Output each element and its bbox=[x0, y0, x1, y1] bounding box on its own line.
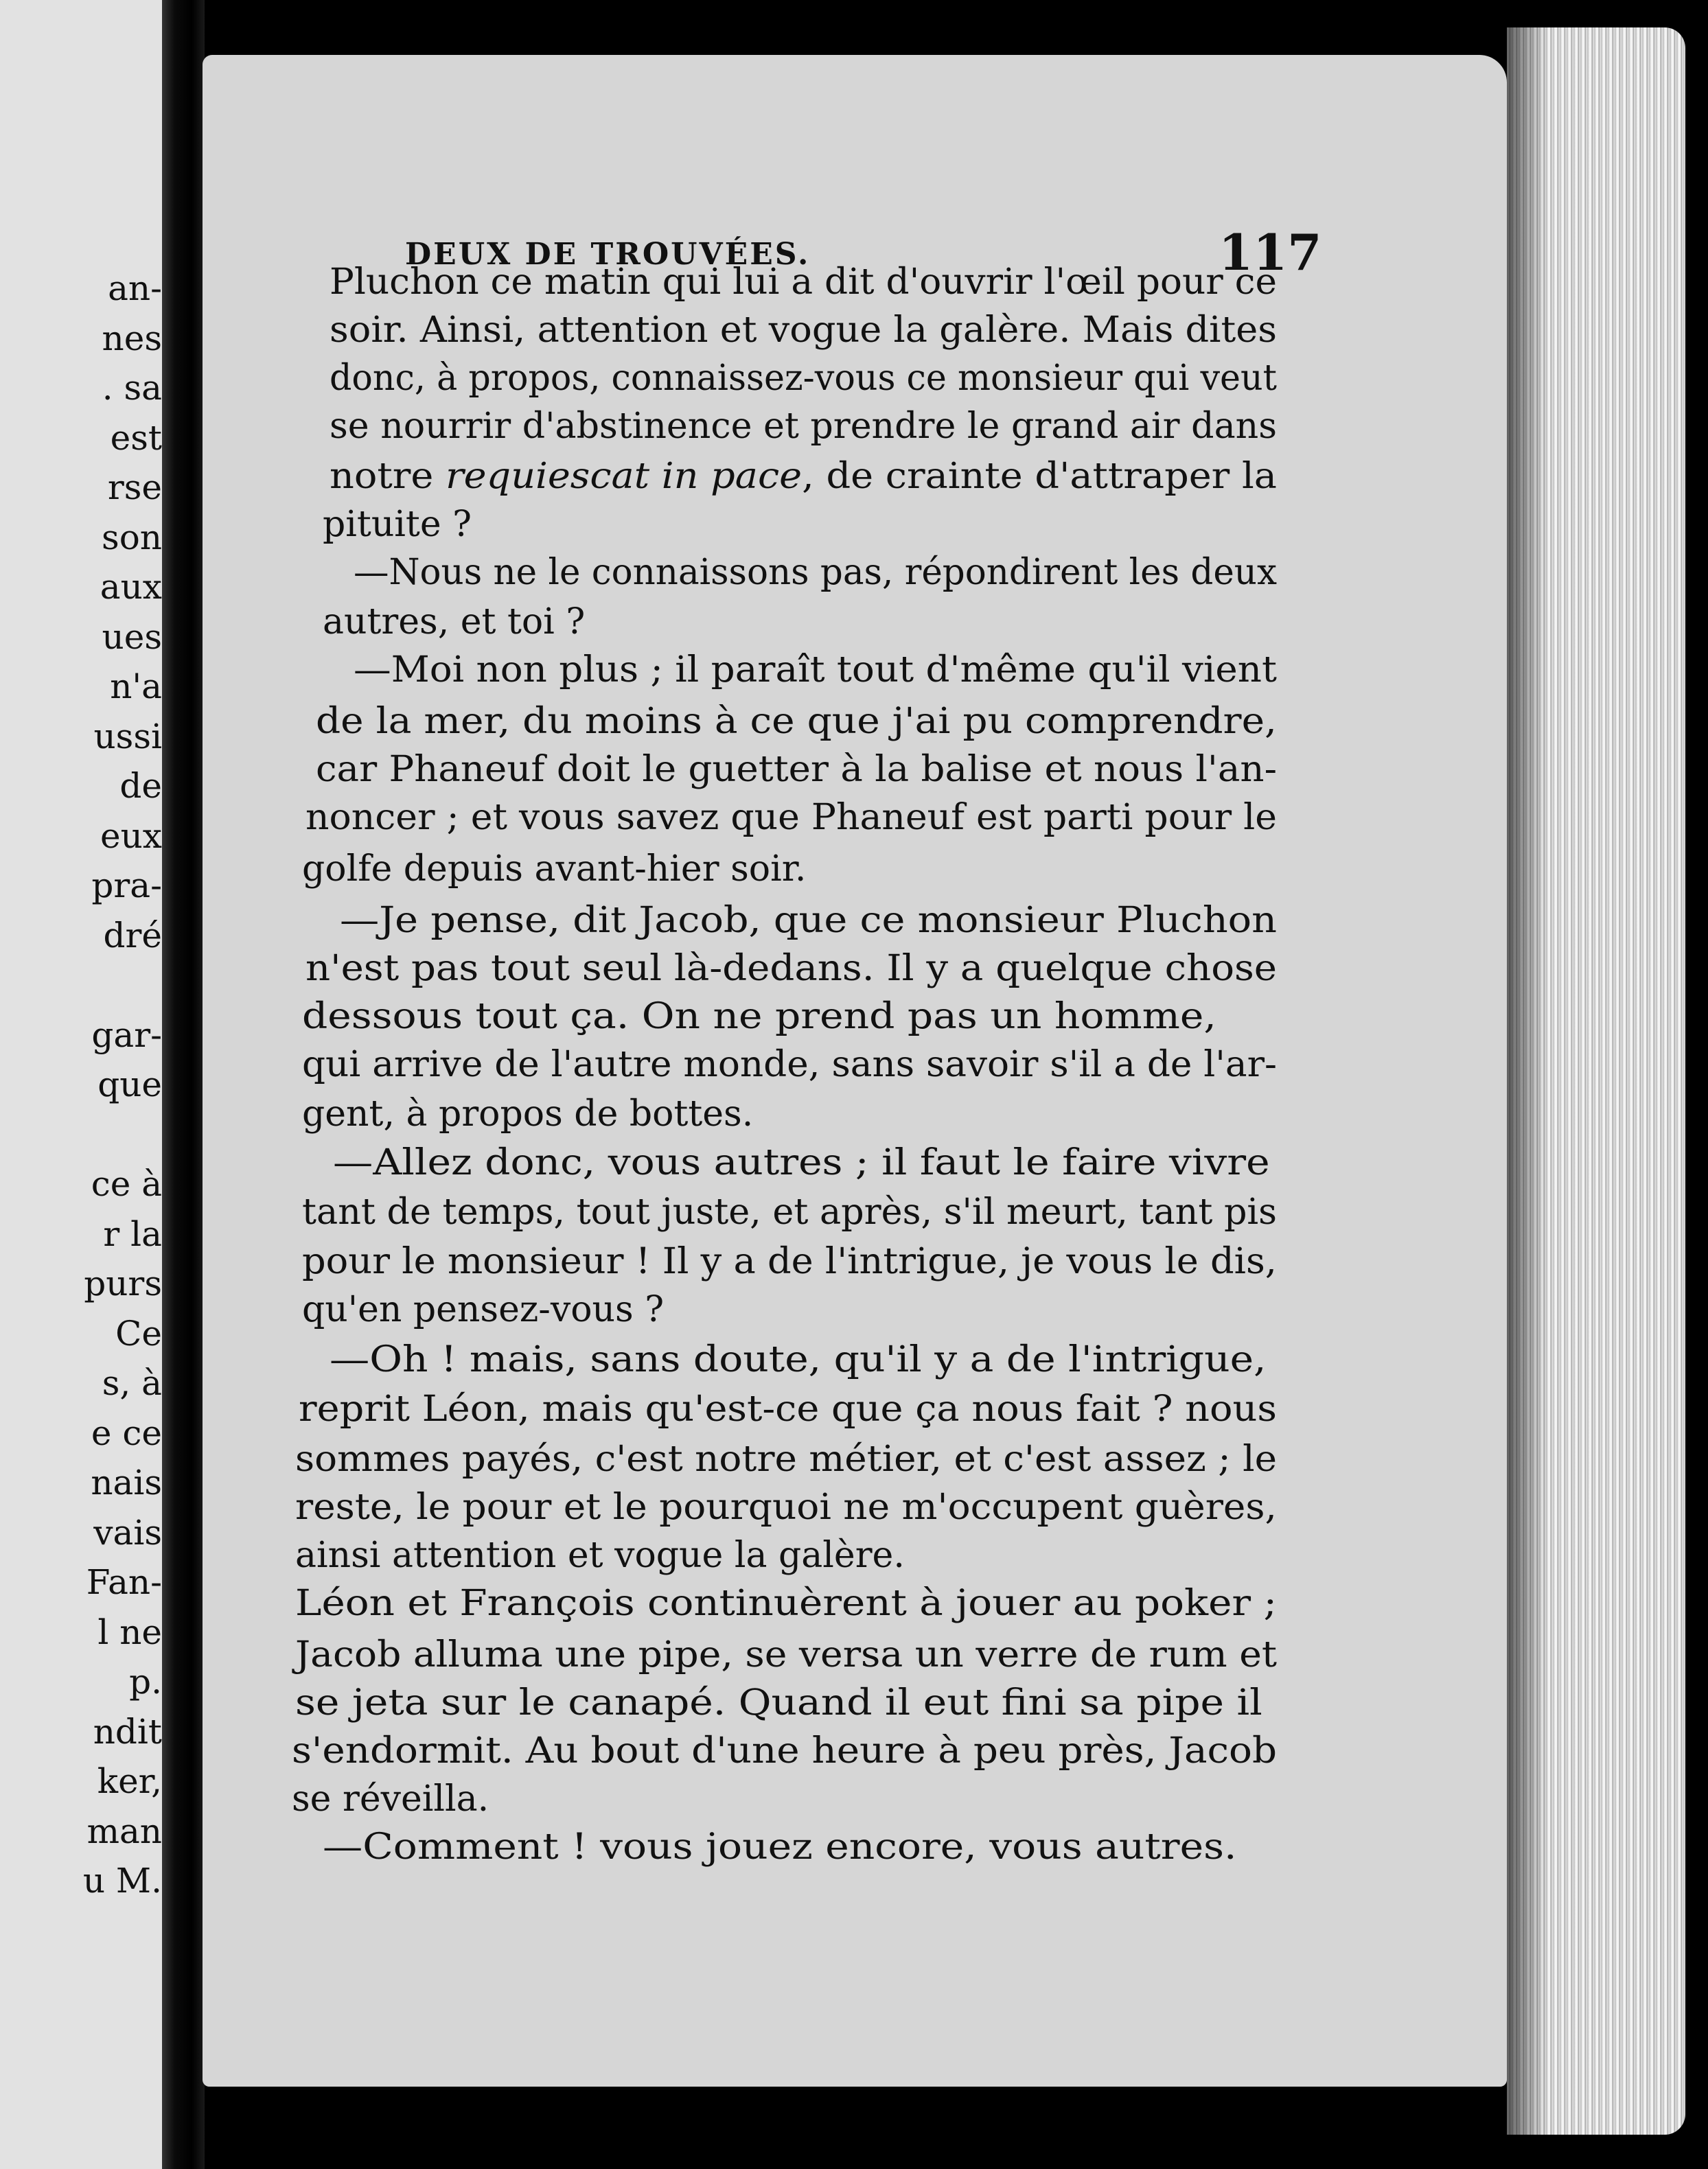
text-line: reste, le pour et le pourquoi ne m'occupent guères, bbox=[295, 1487, 1278, 1528]
left-page-fragment: . sa bbox=[102, 368, 162, 408]
left-page-fragment: aux bbox=[100, 567, 162, 607]
text-line: qui arrive de l'autre monde, sans savoir s'il a de l'ar- bbox=[302, 1044, 1277, 1085]
left-page-fragment: s, à bbox=[102, 1363, 162, 1403]
left-page-fragment: nes bbox=[102, 318, 162, 358]
left-page-fragment: an- bbox=[108, 268, 162, 308]
book-gutter bbox=[162, 0, 205, 2169]
left-page-fragment: nais bbox=[91, 1463, 162, 1503]
running-head: DEUX DE TROUVÉES. bbox=[405, 237, 811, 272]
left-page-fragment: son bbox=[102, 517, 162, 557]
text-line: —Nous ne le connaissons pas, répondirent les deux bbox=[354, 552, 1277, 593]
text-line: car Phaneuf doit le guetter à la balise et nous l'an- bbox=[316, 749, 1277, 790]
text-line: se nourrir d'abstinence et prendre le grand air dans bbox=[330, 406, 1277, 447]
left-page-fragment: gar- bbox=[91, 1014, 162, 1055]
left-page-fragment: ndit bbox=[93, 1711, 162, 1752]
text-line: —Oh ! mais, sans doute, qu'il y a de l'intrigue, bbox=[330, 1339, 1267, 1380]
italic-latin-phrase: requiescat in pace bbox=[445, 456, 803, 497]
text-line: dessous tout ça. On ne prend pas un homme, bbox=[302, 996, 1216, 1037]
text-line: —Allez donc, vous autres ; il faut le faire vivre bbox=[333, 1142, 1270, 1183]
text-line: —Je pense, dit Jacob, que ce monsieur Pluchon bbox=[340, 900, 1277, 941]
left-page-fragment: de bbox=[119, 766, 162, 806]
text-line: autres, et toi ? bbox=[323, 601, 586, 642]
left-page-fragment: Fan- bbox=[86, 1562, 162, 1602]
text-line: Jacob alluma une pipe, se versa un verre de rum et bbox=[295, 1634, 1278, 1675]
text-line: Léon et François continuèrent à jouer au poker ; bbox=[295, 1583, 1277, 1624]
left-page-fragment: eux bbox=[100, 815, 162, 856]
book-page bbox=[203, 55, 1507, 2087]
text-line: golfe depuis avant-hier soir. bbox=[302, 848, 807, 890]
text-segment: , de crainte d'attraper la bbox=[802, 456, 1277, 497]
text-line: donc, à propos, connaissez-vous ce monsieur qui veut bbox=[330, 358, 1277, 399]
text-line: pituite ? bbox=[323, 504, 472, 545]
left-page-fragment: que bbox=[97, 1065, 162, 1104]
left-page-fragment: r la bbox=[103, 1214, 162, 1254]
text-line: tant de temps, tout juste, et après, s'il meurt, tant pis bbox=[302, 1192, 1278, 1233]
text-line: soir. Ainsi, attention et vogue la galère. Mais dites bbox=[330, 310, 1277, 351]
left-page-fragment: dré bbox=[103, 915, 162, 955]
text-line: n'est pas tout seul là-dedans. Il y a quelque chose bbox=[305, 948, 1277, 989]
text-line: noncer ; et vous savez que Phaneuf est parti pour le bbox=[305, 797, 1277, 838]
text-line: se jeta sur le canapé. Quand il eut fini sa pipe il bbox=[295, 1682, 1262, 1724]
left-facing-page bbox=[0, 0, 172, 2169]
left-page-fragment: e ce bbox=[91, 1413, 162, 1453]
text-line: Pluchon ce matin qui lui a dit d'ouvrir l'œil pour ce bbox=[330, 262, 1277, 303]
left-page-fragment: man bbox=[86, 1811, 162, 1851]
text-line: ainsi attention et vogue la galère. bbox=[295, 1535, 905, 1576]
left-page-fragment: rse bbox=[107, 467, 162, 507]
text-line bbox=[330, 456, 1277, 497]
left-page-fragment: ussi bbox=[93, 716, 162, 756]
text-line: reprit Léon, mais qu'est-ce que ça nous fait ? nous bbox=[299, 1389, 1277, 1430]
text-line: —Moi non plus ; il paraît tout d'même qu'il vient bbox=[354, 649, 1277, 691]
page-number: 117 bbox=[1219, 223, 1322, 281]
left-page-fragment: ce à bbox=[91, 1164, 162, 1204]
left-page-fragment: p. bbox=[129, 1662, 162, 1702]
left-page-fragment: u M. bbox=[82, 1861, 162, 1901]
left-page-fragment: ues bbox=[102, 616, 162, 657]
text-line: gent, à propos de bottes. bbox=[302, 1093, 754, 1135]
text-line: pour le monsieur ! Il y a de l'intrigue, je vous le dis, bbox=[302, 1241, 1277, 1282]
left-page-fragment: Ce bbox=[115, 1313, 162, 1354]
text-line: sommes payés, c'est notre métier, et c'est assez ; le bbox=[295, 1439, 1277, 1480]
text-line: —Comment ! vous jouez encore, vous autres. bbox=[323, 1826, 1237, 1868]
left-page-fragment: purs bbox=[84, 1264, 162, 1303]
text-line: de la mer, du moins à ce que j'ai pu comprendre, bbox=[316, 701, 1277, 742]
page-edges-shadow bbox=[1507, 27, 1548, 2135]
text-line: se réveilla. bbox=[292, 1778, 489, 1820]
left-page-fragment: est bbox=[110, 417, 162, 458]
text-line: s'endormit. Au bout d'une heure à peu près, Jacob bbox=[292, 1730, 1277, 1772]
left-page-fragment: l ne bbox=[97, 1612, 162, 1652]
left-page-fragment: n'a bbox=[110, 666, 162, 706]
left-page-fragment: vais bbox=[93, 1512, 162, 1553]
text-segment: notre bbox=[330, 456, 446, 497]
left-page-fragment: ker, bbox=[97, 1761, 162, 1801]
left-page-fragment: pra- bbox=[91, 866, 162, 905]
text-line: qu'en pensez-vous ? bbox=[302, 1289, 665, 1330]
